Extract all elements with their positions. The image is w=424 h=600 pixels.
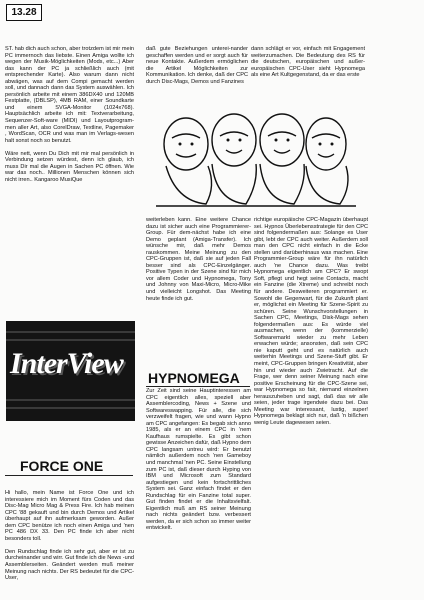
force-one-column <box>5 490 134 595</box>
force-one-rule <box>5 475 133 476</box>
issue-number: 13.28 <box>6 4 42 21</box>
column-three-top-text: dann schlägt er vor, einfach mit Engagement weiterzumachen. Die Bedeutung des RS für die deutschen, europäischen und außer-europäischen CPC-User sieht Hypnomega als eine Art Kultgegenstand, da er das erste <box>251 46 365 79</box>
creature-head-1 <box>164 118 208 170</box>
hypnomega-text: Zur Zeit sind seine Hauptinteressen am CPC eigentlich alles, speziell aber Assemblercoding, News + Szene und Softwareswapping. Für alle, die sich verzweifelt fragen, wie und wann Hypno am CPC angefangen: Es begab sich anno 1985, als er an einem CPC in 'nem Kaufhaus rumspielte. Es gibt schon gewisse Anzeichen dafür, daß Hypno dem CPC langsam untreu wird: Er benutzt nämlich außerdem noch 'nen Gameboy und manchmal 'nen PC. Seine Einstellung zum PC ist, daß dieser durch Hyping von IBM und Microsoft zum Standard aufgestiegen und kein fortschrittliches System sei. Ganz einfach findet er den Rundschlag für ein Fanzine total super. Gut finden findet er die Inhaltsvielfalt. Eigentlich muß am RS seiner Meinung nach nichts geändert bzw. verbessert werden, da er sich schon so immer weiter entwickelt. <box>146 388 251 532</box>
column-three-main-text: richtige europäische CPC-Magazin überhaupt sei. Hypnos Überlebensstrategie für den CPC sind folgendermaßen aus: Solange es User gibt, lebt der CPC auch weiter. Außerdem soll man den CPC nicht einfach in die Ecke stellen und darüberhinaus was machen. Eine Programmier-Group wäre für ihn natürlich auch 'ne Chance dazu. Was treibt Hypnomega eigentlich am CPC? Er swopt Soft, pflegt und hegt seine Contacts, macht ein Fanzine (die Xtreme) und schreibt noch für andere. Desweiteren programmiert er. Sowohl die Gegenwart, für die Zukunft plant er, möglichst ein Meeting für Szene-Spirit zu schüren. Seine Wunschvorstellungen in Sachen CPC, Meetings, Disk-Mags sehen folgendermaßen aus: Es würde viel ausmachen, wenn der (kommerzielle) Softwaremarkt wieder zu mehr Leben erwachen würde; ansonsten, daß sein CPC nie kaputt geht und es natürlich auch weiterhin Meetings und Szene-Stuff gibt. Er meint, CPC-Gruppen bringen Kreativität, aber hin und wieder auch Zwietracht. Auf die Frage, wer denn seiner Meinung nach eine positive Erscheinung für die CPC-Szene sei, war Hypnomega so fair, niemand einzelnen herauszuheben und sagt, daß das wir alle seien, jeder trage irgendwie dazu bei. Das Meeting war interessant, lustig, super! Hypnomega beklagt sich nur, daß 'n bißchen wenig Leute dagewesen seien. <box>254 217 368 426</box>
force-one-paragraph-2: Den Rundschlag finde ich sehr gut, aber er ist zu durcheinander und wirr. Gut finde ich die News -und Assemblerseiten. Geändert werden muß meiner Meinung nach nichts. Der RS bedeutet für die CPC-User, <box>5 548 134 582</box>
letter-paragraph-2: Wäre nett, wenn Du Dich mit mir mal persönlich in Verbindung setzen würdest, denn ich glaub, ich muss Dir mal die Augen in Sachen PC öffnen. Wie war das noch.. Millionen Menschen können sich nicht irren.. Kangaroo MusiQue <box>5 150 134 183</box>
column-two-mid <box>146 217 251 369</box>
creature-head-2 <box>212 114 256 166</box>
interview-title: InterView <box>10 347 123 380</box>
force-one-paragraph-1: Hi hallo, mein Name ist Force One und ich interessiere mich im Moment fürs Coden und das Disc-Mag Micro Mag & Press Fire. Ich hab meinen CPC '88 gekauft und bin durch Demos und Artikel überhaupt auf ihn aufmerksam geworden. Außer dem CPC benütze ich noch einen Amiga und 'nen PC 486 DX 33. Den PC finde ich aber nicht besonders toll. <box>5 490 134 542</box>
column-three-main <box>254 217 368 592</box>
letter-paragraph-1: ST. hab dich auch schon, aber trotzdem ist mir mein PC immernoch das liebste. Einen Amiga wollte ich wegen der Musik-Möglichkeiten (Mods, etc...) Aber das kann der PC ja schließlich auch (mit entsprechender Karte). Also warum dann nicht abwägen, was auf dem Compi gemacht werden soll, und dannach dann das System auswählen. Ich persönlich arbeite mit einem 386DX40 und 120MB Festplatte, (DBLSP), 4MB RAM, einer Soundkarte und einem SVGA-Monitor (1024x768). Hauptsächlich arbeite ich mit: Textverarbeitung, Sequenzer-Soft-ware (MIDI) und Layoutprogram-men aller Art, also CorelDraw, Textline, Pagemaker , WordScan, OCR und was man im Verlags-wesen halt sonst noch so benutzt. <box>5 46 134 144</box>
interview-banner <box>6 321 135 421</box>
column-two-mid-text: weiterleben kann. Eine weitere Chance dazu ist sicher auch eine Programmierer-Group. Für dem-nächst habe ich eine Demo geplant (Amiga-Transfer). Ich wünsche mir, daß mehr Demos rauskommen. Meine Meinung zu den CPC-Gruppen ist, daß sie auf jeden Fall besser sind als CPC-Einzelgänger. Positive Typen in der Szene sind für mich vor allem Coder und Hypnomega, Tony und Johnny von Maxi-Micro, Micro-Mike und vielleicht Longshot. Das Meeting heute finde ich gut. <box>146 217 251 302</box>
column-two-top-text: daß gute Beziehungen unterei-nander geschaffen werden und er sorgt auch für neue Kontakte. Außerdem ermöglichen die Artikel Möglichkeiten zur Kommunikation. Ich denke, daß der CPC durch Disc-Mags, Demos und Fanzines <box>146 46 248 85</box>
hypnomega-column <box>146 388 251 593</box>
letter-column <box>5 46 134 278</box>
hypnomega-heading: HYPNOMEGA <box>148 370 240 386</box>
column-three-top <box>251 46 365 108</box>
force-one-heading: FORCE ONE <box>20 458 104 474</box>
cartoon-illustration <box>146 106 360 216</box>
creature-head-3 <box>260 114 304 166</box>
creature-head-4 <box>306 118 346 170</box>
column-two-top <box>146 46 248 108</box>
hypnomega-rule <box>146 386 250 387</box>
